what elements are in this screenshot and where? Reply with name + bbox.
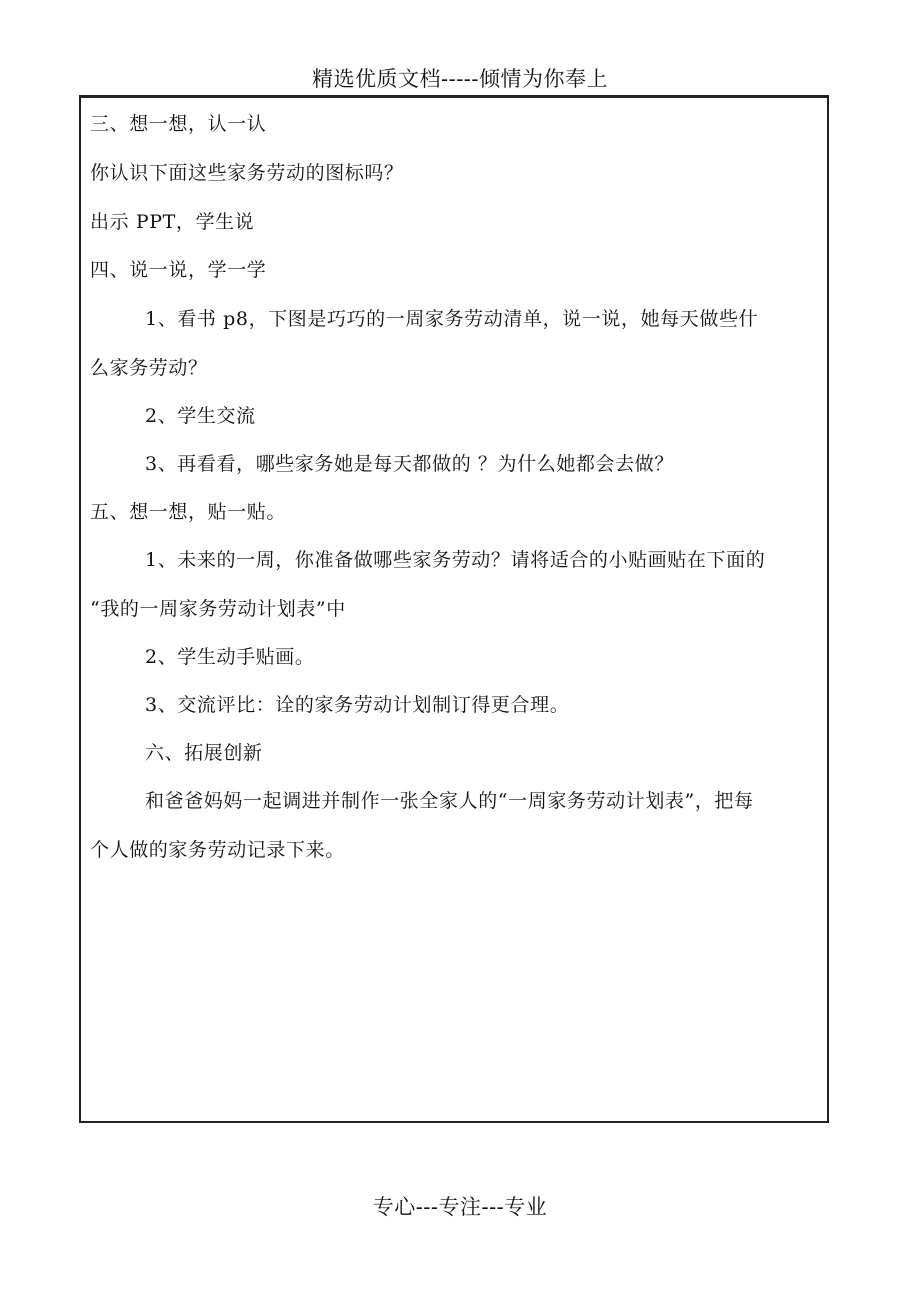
section-heading-5: 五、想一想，贴一贴。	[90, 501, 287, 523]
content-line: 1、未来的一周，你准备做哪些家务劳动？请将适合的小贴画贴在下面的	[145, 549, 766, 571]
content-line: 2、学生交流	[145, 405, 256, 427]
lesson-content-box	[79, 95, 829, 1123]
content-line: 个人做的家务劳动记录下来。	[90, 839, 345, 861]
content-line: 2、学生动手贴画。	[145, 646, 315, 668]
content-line: 和爸爸妈妈一起调进并制作一张全家人的“一周家务劳动计划表”，把每	[145, 790, 754, 812]
content-line: 你认识下面这些家务劳动的图标吗？	[90, 162, 404, 184]
page-header: 精选优质文档-----倾情为你奉上	[312, 67, 608, 91]
content-line: 1、看书 p8，下图是巧巧的一周家务劳动清单，说一说，她每天做些什	[145, 308, 759, 330]
content-line: 出示 PPT，学生说	[90, 211, 255, 233]
content-line: 3、再看看，哪些家务她是每天都做的 ？为什么她都会去做？	[145, 453, 674, 475]
section-heading-6: 六、拓展创新	[145, 742, 263, 764]
content-line: “我的一周家务劳动计划表”中	[90, 598, 346, 620]
page-footer: 专心---专注---专业	[372, 1195, 548, 1219]
content-line: 3、交流评比：诠的家务劳动计划制订得更合理。	[145, 694, 570, 716]
content-line: 么家务劳动？	[90, 357, 208, 379]
section-heading-3: 三、想一想，认一认	[90, 113, 267, 135]
section-heading-4: 四、说一说，学一学	[90, 259, 267, 281]
